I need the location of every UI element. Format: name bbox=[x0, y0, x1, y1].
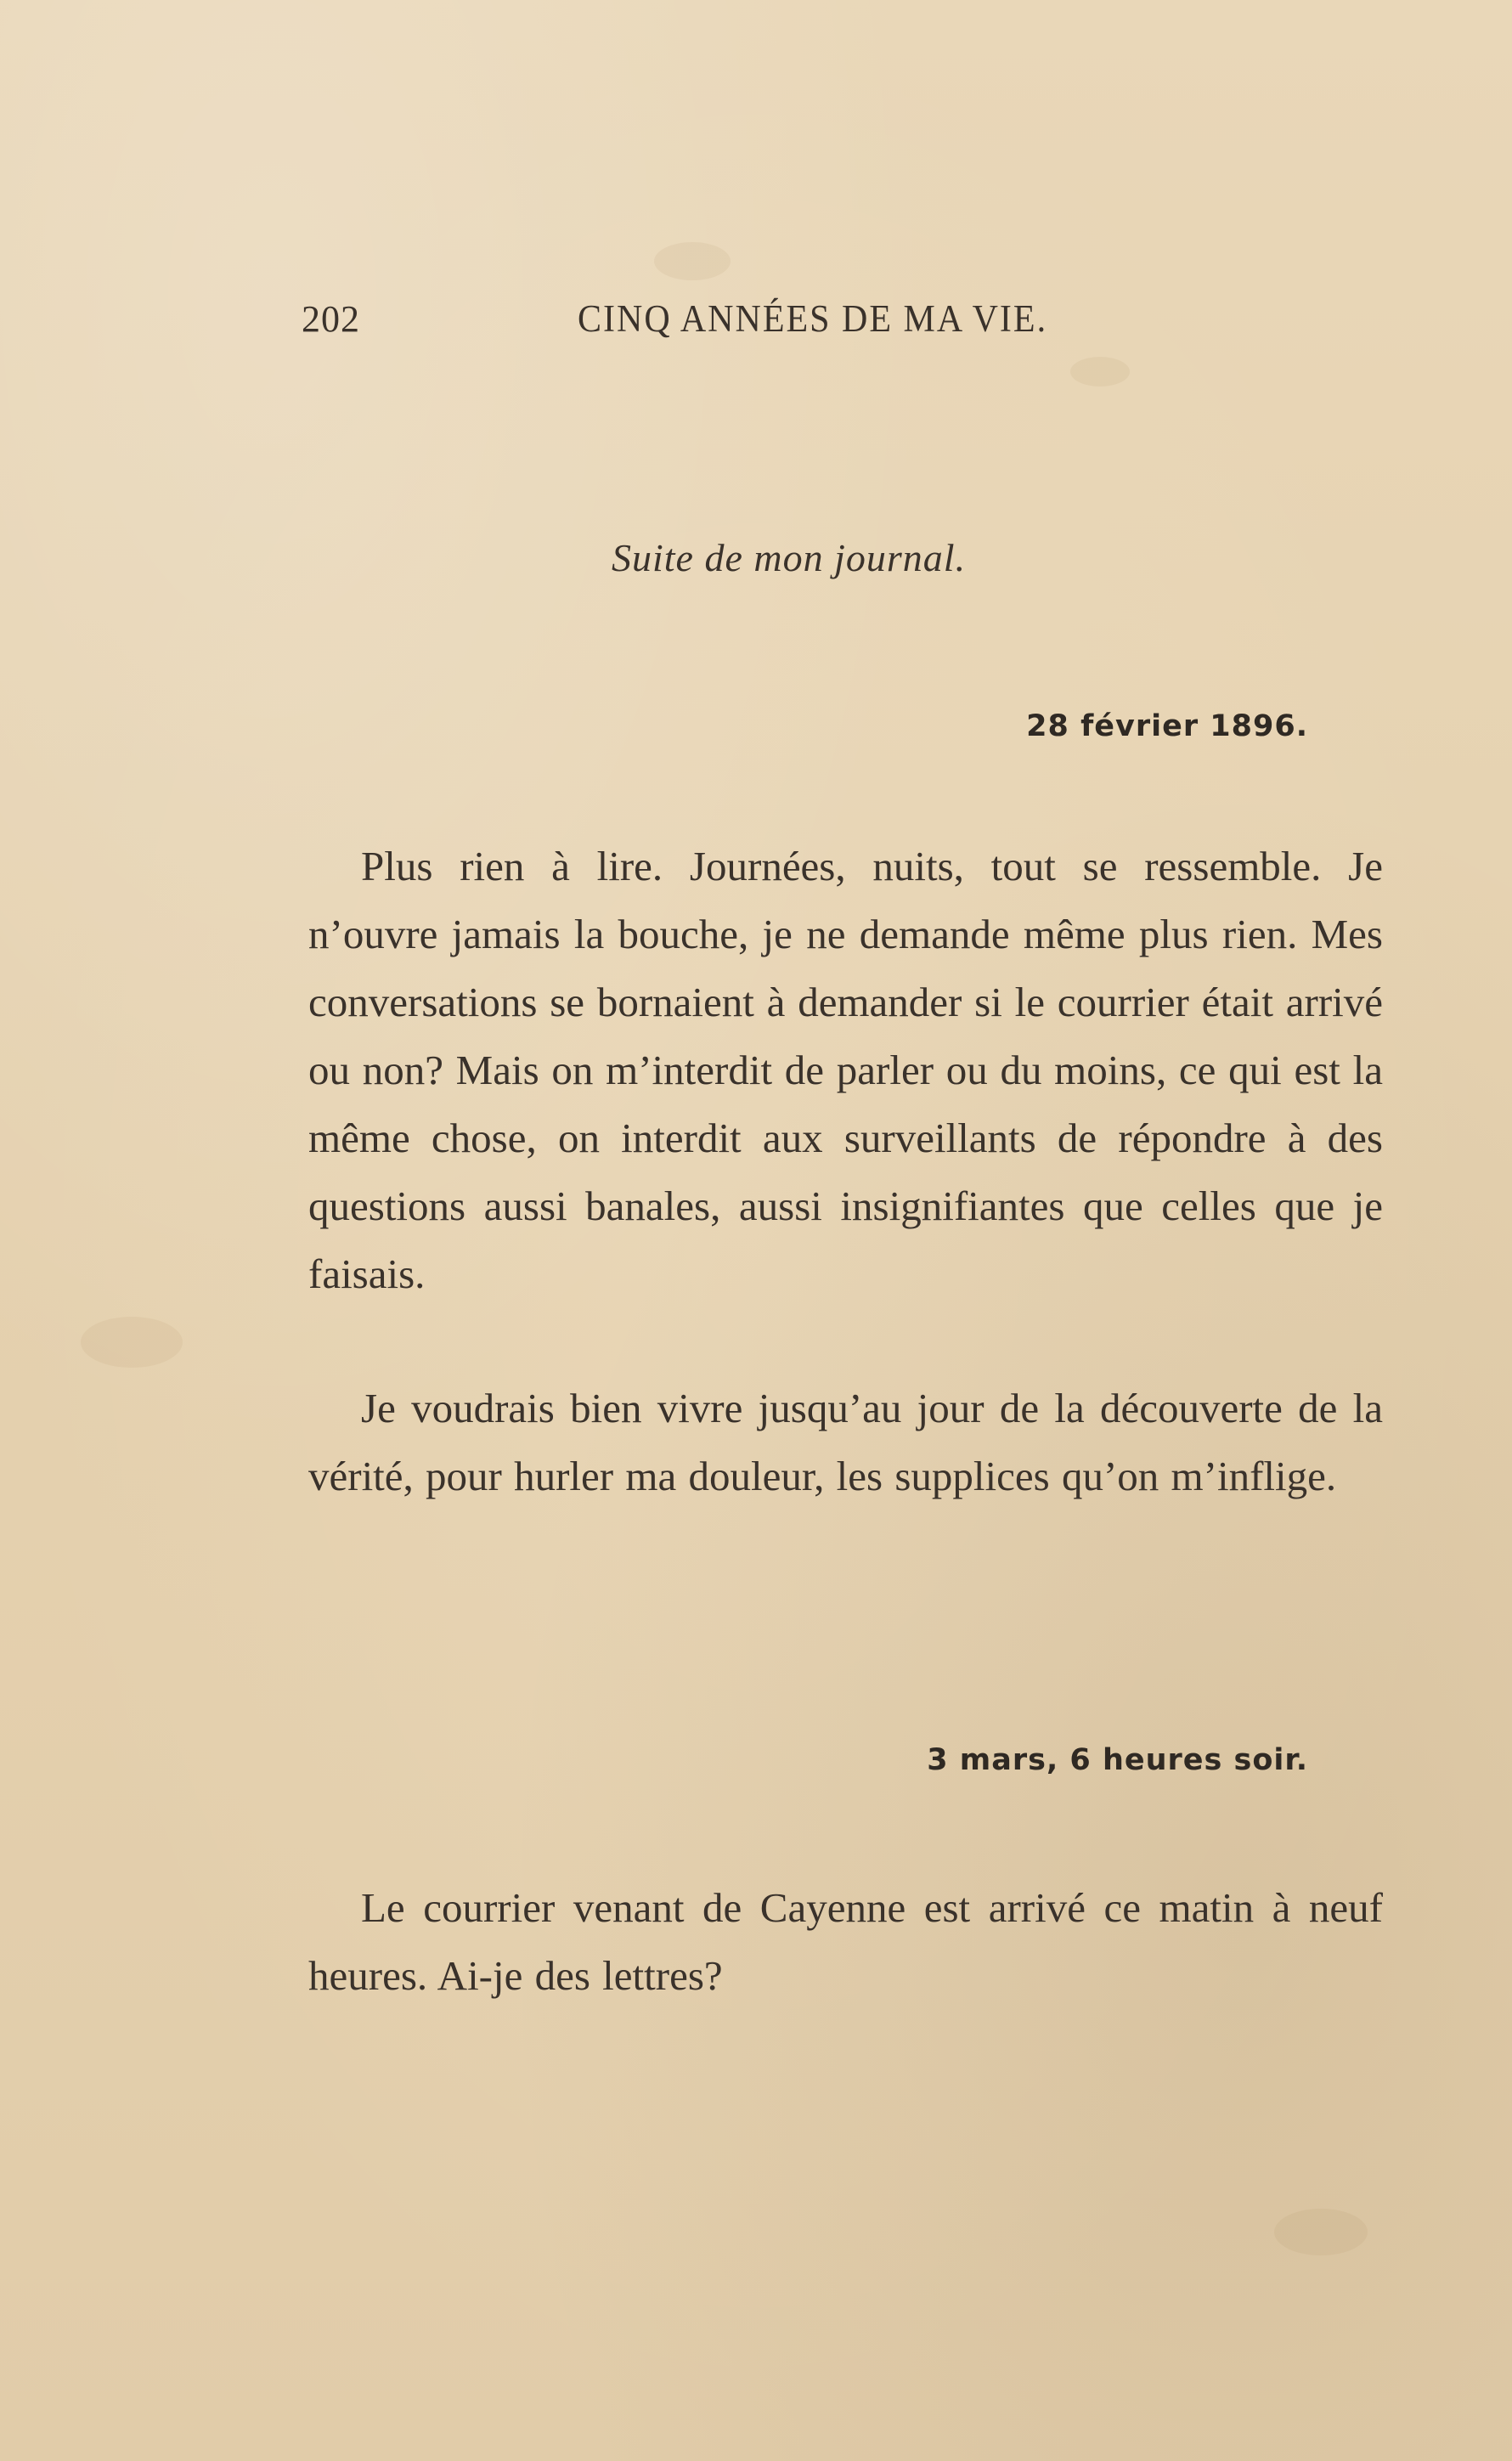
entry-date: 28 février 1896. bbox=[1026, 709, 1308, 743]
running-title: CINQ ANNÉES DE MA VIE. bbox=[578, 298, 1048, 341]
body-paragraph: Le courrier venant de Cayenne est arrivé ce matin à neuf heures. Ai-je des lettres? bbox=[308, 1884, 1383, 1999]
section-title: Suite de mon journal. bbox=[612, 536, 967, 579]
paper-stain bbox=[81, 1317, 183, 1368]
running-header bbox=[302, 297, 1389, 348]
body-paragraph: Je voudrais bien vivre jusqu’au jour de la découverte de la vérité, pour hurler ma douleur, les supplices qu’on m’inflige. bbox=[308, 1385, 1383, 1499]
entry-date: 3 mars, 6 heures soir. bbox=[927, 1743, 1308, 1777]
paper-stain bbox=[654, 242, 731, 280]
paper-stain bbox=[1274, 2209, 1368, 2255]
paper-stain bbox=[1070, 357, 1130, 387]
body-paragraph: Plus rien à lire. Journées, nuits, tout se ressemble. Je n’ouvre jamais la bouche, je ne demande même plus rien. Mes conversations se bornaient à demander si le courrier était arrivé ou non? Mais on m’interdit de parler ou du moins, ce qui est la même chose, on interdit aux surveillants de répondre à des questions aussi banales, aussi insignifiantes que celles que je faisais. bbox=[308, 843, 1383, 1297]
page-number: 202 bbox=[302, 298, 360, 340]
